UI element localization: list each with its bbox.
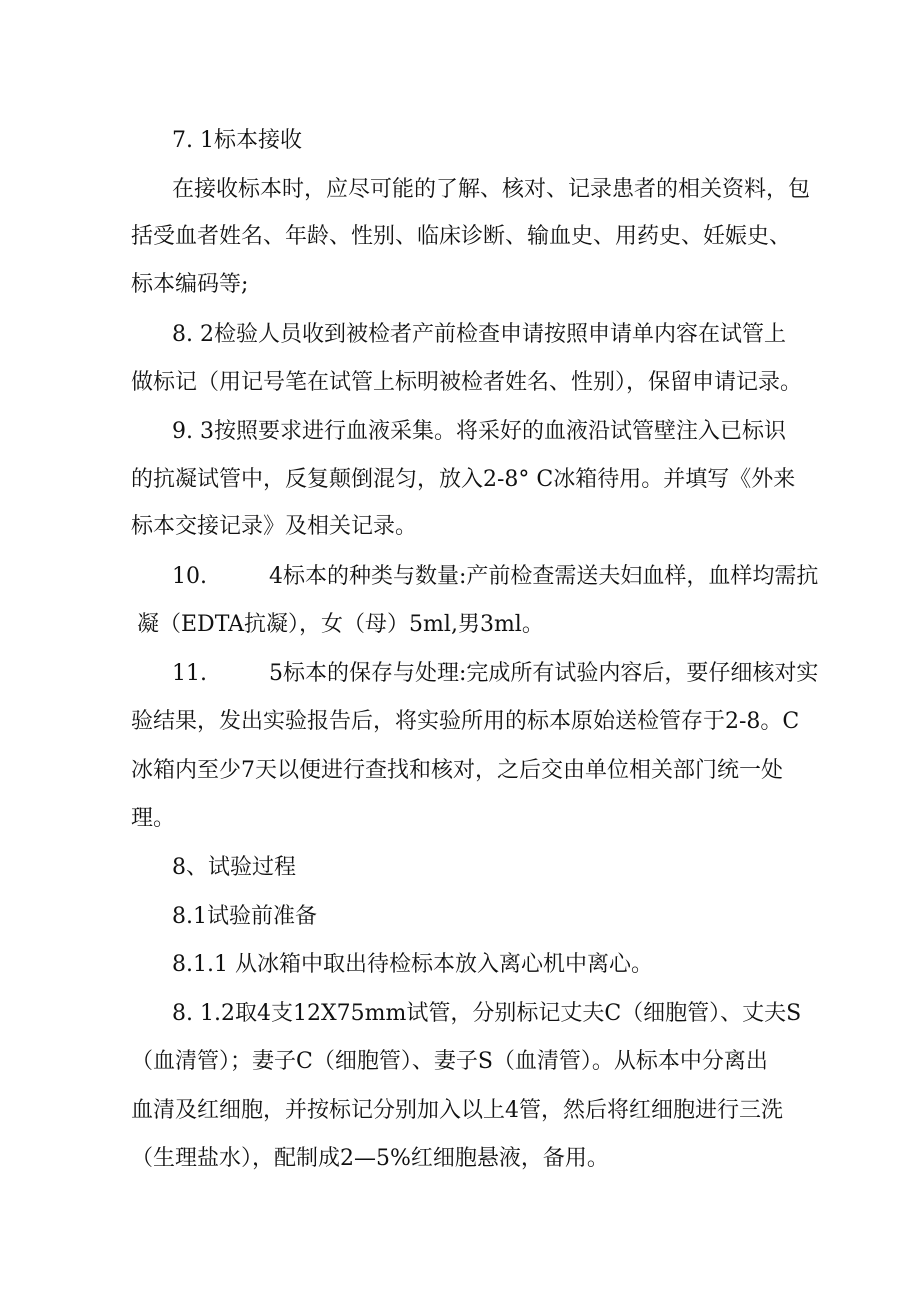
subsection-heading: 8.1试验前准备 <box>172 904 317 929</box>
item-number: 11. <box>172 661 207 686</box>
paragraph-line: 8. 2检验人员收到被检者产前检查申请按照申请单内容在试管上 <box>172 322 786 347</box>
paragraph-line: 血清及红细胞，并按标记分别加入以上4管，然后将红细胞进行三洗 <box>131 1098 783 1123</box>
paragraph-line: 做标记（用记号笔在试管上标明被检者姓名、性别），保留申请记录。 <box>131 370 803 395</box>
paragraph-line: 标本交接记录》及相关记录。 <box>131 514 418 539</box>
paragraph-line <box>172 562 818 592</box>
paragraph-line <box>172 659 818 689</box>
item-text: 5标本的保存与处理:完成所有试验内容后，要仔细核对实 <box>269 661 819 686</box>
paragraph-line: 冰箱内至少7天以便进行查找和核对，之后交由单位相关部门统一处 <box>131 758 783 783</box>
paragraph-line: 标本编码等; <box>131 272 249 297</box>
paragraph-line: 在接收标本时，应尽可能的了解、核对、记录患者的相关资料，包 <box>172 177 811 202</box>
section-heading: 8、试验过程 <box>172 855 296 880</box>
item-text: 4标本的种类与数量:产前检查需送夫妇血样，血样均需抗 <box>269 564 819 589</box>
paragraph-line: 验结果，发出实验报告后，将实验所用的标本原始送检管存于2-8。C <box>131 709 800 734</box>
paragraph-line: 8. 1.2取4支12X75mm试管，分别标记丈夫C（细胞管）、丈夫S <box>172 1001 802 1026</box>
paragraph-line: 凝（EDTA抗凝），女（母）5ml,男3ml。 <box>137 612 544 637</box>
paragraph-line: 的抗凝试管中，反复颠倒混匀，放入2-8° C冰箱待用。并填写《外来 <box>131 467 796 492</box>
paragraph-line: （生理盐水），配制成2—5%红细胞悬液，备用。 <box>131 1146 609 1171</box>
paragraph-line: 理。 <box>131 806 176 831</box>
paragraph-line: 9. 3按照要求进行血液采集。将采好的血液沿试管壁注入已标识 <box>172 419 786 444</box>
paragraph-line: 8.1.1 从冰箱中取出待检标本放入离心机中离心。 <box>172 952 653 977</box>
heading-7-1: 7. 1标本接收 <box>172 128 302 153</box>
paragraph-line: 括受血者姓名、年龄、性别、临床诊断、输血史、用药史、妊娠史、 <box>131 224 792 249</box>
paragraph-line: （血清管）；妻子C（细胞管）、妻子S（血清管）。从标本中分离出 <box>131 1049 768 1074</box>
item-number: 10. <box>172 564 207 589</box>
